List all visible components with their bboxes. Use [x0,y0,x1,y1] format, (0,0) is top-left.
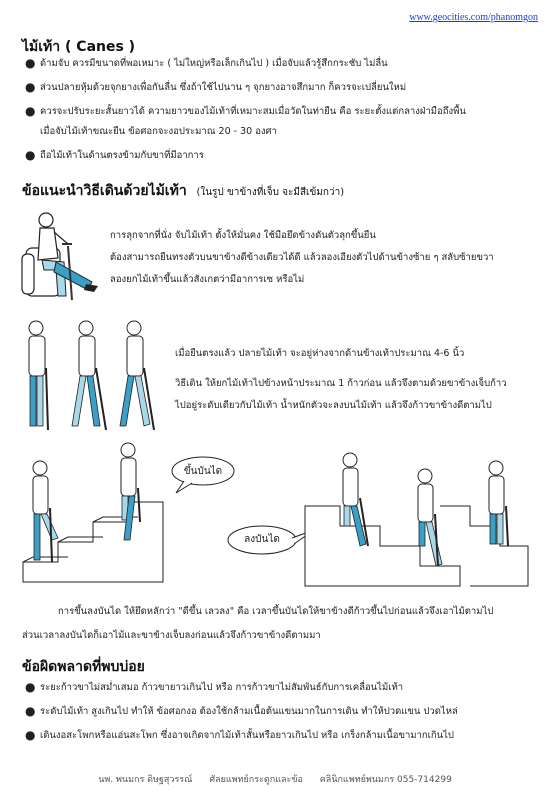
footer-author: นพ. พนมกร ดิษฐสุวรรณ์ [98,775,193,785]
mistake-item [25,728,454,743]
website-link[interactable]: www.geocities.com/phanomgon [409,12,538,23]
walking-line-2: วิธีเดิน ให้ยกไม้เท้าไปข้างหน้าประมาณ 1 ก้าวก่อน แล้วจึงตามด้วยขาข้างเจ็บก้าว [175,378,507,389]
walking-figure-2 [72,321,106,430]
bullet-text: ถือไม้เท้าในด้านตรงข้ามกับขาที่มีอาการ [40,150,204,161]
bullet-text: ด้ามจับ ควรมีขนาดที่พอเหมาะ ( ไม่ใหญ่หรือเล็กเกินไป ) เมื่อจับแล้วรู้สึกกระชับ ไม่ลื่น [40,58,388,69]
bullet-text: ส่วนปลายหุ้มด้วยจุกยางเพื่อกันลื่น ซึ่งถ้าใช้ไปนาน ๆ จุกยางอาจสึกมาก ก็ควรจะเปลี่ยนใหม่ [40,82,407,93]
section-subtitle: (ในรูป ขาข้างที่เจ็บ จะมีสีเข้มกว่า) [196,187,345,198]
speech-bubble-down [226,524,298,558]
page-footer [0,772,550,786]
bullet-item [25,80,407,95]
bullet-text: ระดับไม้เท้า สูงเกินไป ทำให้ ข้อศอกงอ ต้องใช้กล้ามเนื้อต้นแขนมากในการเดิน ทำให้ปวดแขน ปวดไหล่ [40,706,458,717]
mistake-item [25,704,458,719]
speech-bubble-down-text: ลงบันได [244,534,280,545]
stairs-down-illustration [300,446,530,596]
section-title-canes: ไม้เท้า ( Canes ) [22,39,136,55]
walking-figure-3 [120,321,154,430]
stand-up-line-2: ต้องสามารถยืนทรงตัวบนขาข้างดีข้างเดียวได้ดี แล้วลองเอียงตัวไปด้านข้างซ้าย ๆ สลับซ้ายขวา [110,252,494,263]
stand-up-line-1: การลุกจากที่นั่ง จับไม้เท้า ตั้งให้มั่นคง ใช้มือยึดข้างดันตัวลุกขึ้นยืน [110,230,376,241]
bullet-dot-icon: ● [25,104,36,118]
stairs-up-figure-1 [33,461,58,562]
walking-figure-1 [29,321,48,430]
bullet-dot-icon: ● [25,148,36,162]
stand-up-line-3: ลองยกไม้เท้าขึ้นแล้วสังเกตว่ามีอาการเซ หรือไม่ [110,274,305,285]
stairs-up-illustration [18,442,168,592]
speech-bubble-up [170,455,236,495]
stairs-down-figure-3 [489,461,508,546]
bullet-dot-icon: ● [25,728,36,742]
bullet-dot-icon: ● [25,80,36,94]
stairs-line-1: การขึ้นลงบันได ให้ยึดหลักว่า "ดีขึ้น เลวลง" คือ เวลาขึ้นบันไดให้ขาข้างดีก้าวขึ้นไปก่อนแล้วจึงเอาไม้ตามไป [58,606,494,617]
walking-sequence-illustration [22,318,167,443]
mistake-item [25,680,404,695]
footer-clinic: คลินิกแพทย์พนมกร 055-714299 [319,775,452,785]
stairs-down-figure-2 [418,469,442,566]
stairs-line-2: ส่วนเวลาลงบันไดก็เอาไม้และขาข้างเจ็บลงก่อนแล้วจึงก้าวขาข้างดีตามมา [22,630,321,641]
bullet-dot-icon: ● [25,704,36,718]
stand-up-illustration [18,210,108,305]
footer-specialty: ศัลยแพทย์กระดูกและข้อ [209,775,303,785]
section-title-walking [22,180,344,202]
walking-line-3: ไปอยู่ระดับเดียวกับไม้เท้า น้ำหนักตัวจะลงบนไม้เท้า แล้วจึงก้าวขาข้างดีตามไป [175,400,492,411]
section-title-mistakes: ข้อผิดพลาดที่พบบ่อย [22,659,145,675]
bullet-text: เดินงอสะโพกหรือแอ่นสะโพก ซึ่งอาจเกิดจากไม้เท้าสั้นหรือยาวเกินไป หรือ เกร็งกล้ามเนื้อขามากเกินไป [40,730,454,741]
bullet-item [25,148,204,163]
bullet-item [25,56,388,71]
section-title-text: ข้อแนะนำวิธีเดินด้วยไม้เท้า [22,183,187,199]
bullet-continuation [40,124,277,139]
bullet-text: เมื่อจับไม้เท้าขณะยืน ข้อศอกจะงอประมาณ 20 - 30 องศา [40,126,277,137]
speech-bubble-up-text: ขึ้นบันได [183,466,223,477]
bullet-dot-icon: ● [25,56,36,70]
bullet-text: ควรจะปรับระยะสั้นยาวได้ ความยาวของไม้เท้าที่เหมาะสมเมื่อวัดในท่ายืน คือ ระยะตั้งแต่กลางฝ่ามือถึงพื้น [40,106,466,117]
bullet-dot-icon: ● [25,680,36,694]
walking-line-1: เมื่อยืนตรงแล้ว ปลายไม้เท้า จะอยู่ห่างจากด้านข้างเท้าประมาณ 4-6 นิ้ว [175,348,465,359]
bullet-item [25,104,466,119]
bullet-text: ระยะก้าวขาไม่สม่ำเสมอ ก้าวขายาวเกินไป หรือ การก้าวขาไม่สัมพันธ์กับการเคลื่อนไม้เท้า [40,682,404,693]
